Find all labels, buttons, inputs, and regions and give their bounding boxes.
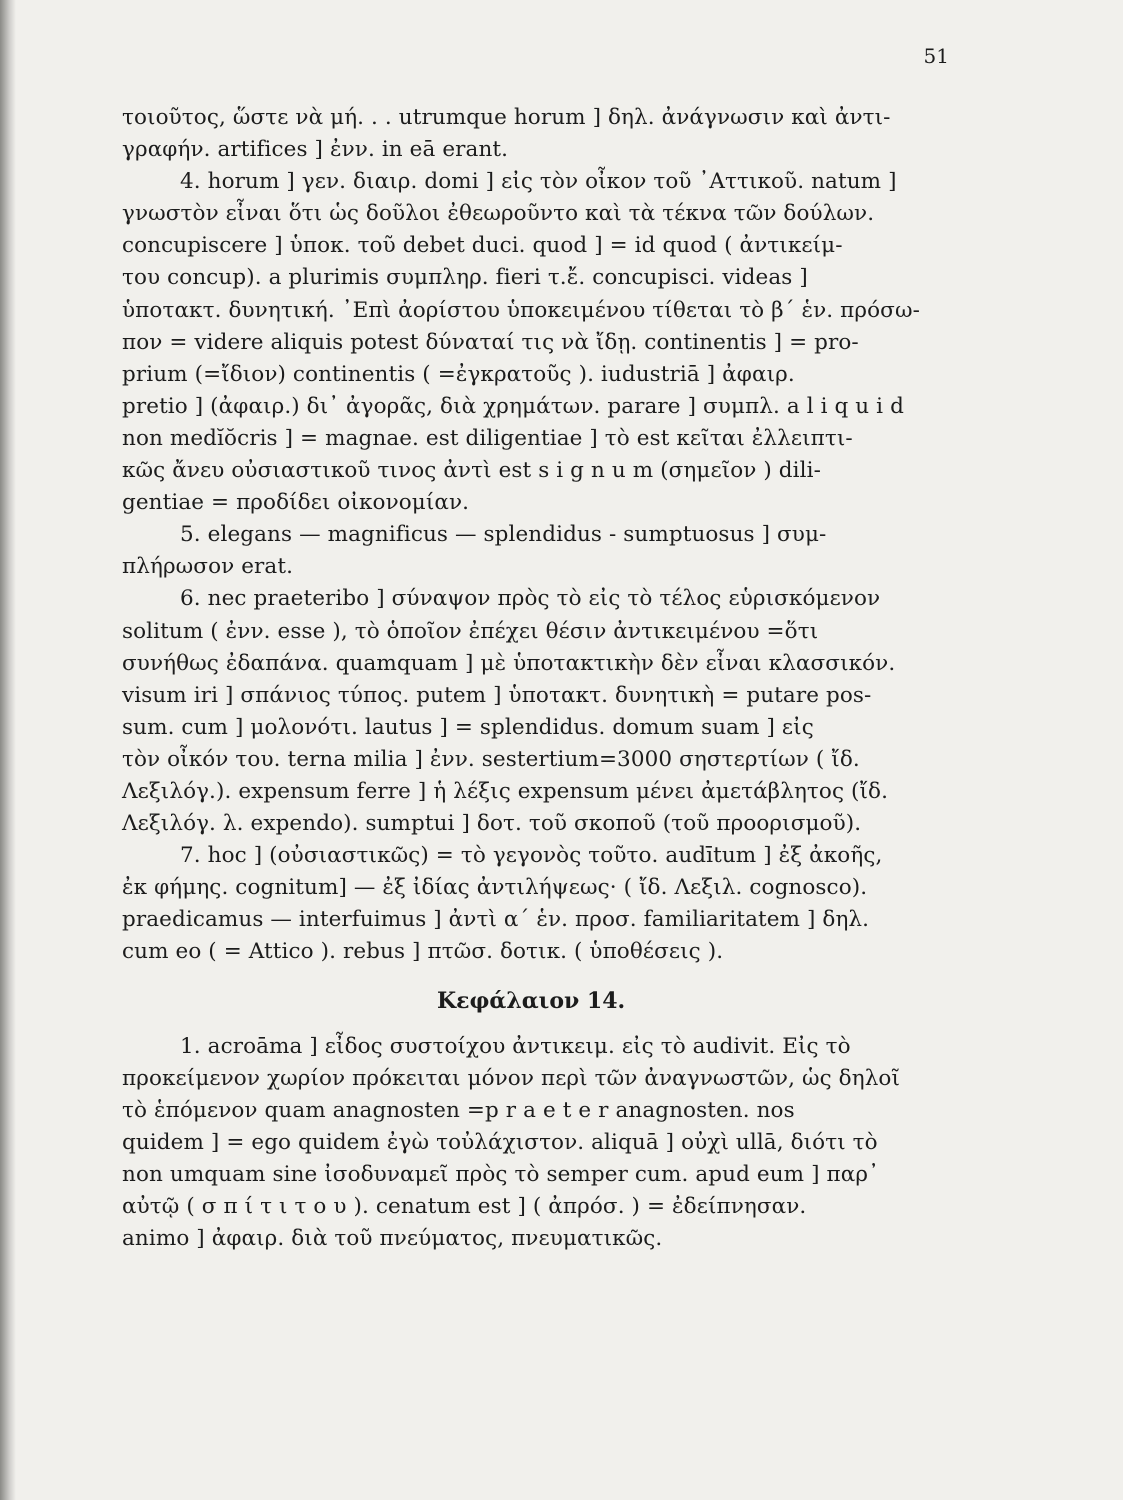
paragraph (122, 583, 954, 840)
text-line: concupiscere ] ὑποκ. τοῦ debet duci. quod ] = id quod ( ἀντικείμ- (122, 233, 843, 259)
text-line: 5. elegans — magnificus — splendidus - sumptuosus ] συμ- (180, 522, 827, 548)
paragraph (122, 1031, 954, 1256)
text-line: ἐκ φήμης. cognitum] — ἐξ ἰδίας ἀντιλήψεως· ( ἴδ. Λεξιλ. cognosco). (122, 875, 868, 901)
paragraph (122, 840, 954, 968)
text-line: πον = videre aliquis potest δύναταί τις νὰ ἴδῃ. continentis ] = pro- (122, 329, 859, 355)
page-number: 51 (923, 44, 949, 68)
text-line: Λεξιλόγ. λ. expendo). sumptui ] δοτ. τοῦ σκοποῦ (τοῦ προορισμοῦ). (122, 811, 862, 837)
text-line: non medĭŏcris ] = magnae. est diligentiae ] τὸ est κεῖται ἐλλειπτι- (122, 425, 853, 451)
text-line: gentiae = προδίδει οἰκονομίαν. (122, 490, 470, 516)
chapter-heading: Κεφάλαιον 14. (437, 987, 626, 1014)
text-line: praedicamus — interfuimus ] ἀντὶ α΄ ἑν. προσ. familiaritatem ] δηλ. (122, 907, 870, 933)
paragraph (122, 166, 954, 519)
paragraph (122, 102, 954, 166)
text-line: cum eo ( = Attico ). rebus ] πτῶσ. δοτικ. ( ὑποθέσεις ). (122, 939, 724, 965)
text-line: Λεξιλόγ.). expensum ferre ] ἡ λέξις expensum μένει ἀμετάβλητος (ἴδ. (122, 778, 889, 804)
text-line: του concup). a plurimis συμπληρ. fieri τ.ἔ. concupisci. videas ] (122, 265, 808, 291)
text-line: 1. acroāma ] εἶδος συστοίχου ἀντικειμ. εἰς τὸ audivit. Εἰς τὸ (180, 1033, 851, 1059)
text-line: συνήθως ἐδαπάνα. quamquam ] μὲ ὑποτακτικὴν δὲν εἶναι κλασσικόν. (122, 650, 896, 676)
text-line: τὸ ἑπόμενον quam anagnosten =p r a e t e r anagnosten. nos (122, 1097, 795, 1123)
text-line: 4. horum ] γεν. διαιρ. domi ] εἰς τὸν οἶκον τοῦ ᾿Αττικοῦ. natum ] (180, 169, 897, 195)
text-line: αὐτῷ ( σ π ί τ ι τ ο υ ). cenatum est ] ( ἀπρόσ. ) = ἐδείπνησαν. (122, 1194, 807, 1219)
text-line: pretio ] (ἀφαιρ.) δι᾿ ἀγορᾶς, διὰ χρημάτων. parare ] συμπλ. a l i q u i d (122, 393, 904, 419)
text-line: solitum ( ἐνν. esse ), τὸ ὁποῖον ἐπέχει θέσιν ἀντικειμένου =ὅτι (122, 618, 819, 644)
text-line: ὑποτακτ. δυνητική. ᾿Επὶ ἀορίστου ὑποκειμένου τίθεται τὸ β΄ ἑν. πρόσω- (122, 297, 920, 323)
text-line: πλήρωσον erat. (122, 554, 294, 580)
text-line: γνωστὸν εἶναι ὅτι ὡς δοῦλοι ἐθεωροῦντο καὶ τὰ τέκνα τῶν δούλων. (122, 201, 875, 227)
text-line: γραφήν. artifices ] ἐνν. in eā erant. (122, 137, 509, 163)
text-line: κῶς ἄνευ οὐσιαστικοῦ τινος ἀντὶ est s i g n u m (σημεῖον ) dili- (122, 458, 821, 484)
text-line: προκείμενον χωρίον πρόκειται μόνον περὶ τῶν ἀναγνωστῶν, ὡς δηλοῖ (122, 1065, 900, 1091)
text-line: τὸν οἶκόν του. terna milia ] ἐνν. sestertium=3000 σηστερτίων ( ἴδ. (122, 746, 860, 772)
page-edge-shadow (0, 0, 16, 1500)
text-line: animo ] ἀφαιρ. διὰ τοῦ πνεύματος, πνευματικῶς. (122, 1226, 663, 1252)
text-line: prium (=ἴδιον) continentis ( =ἐγκρατοῦς ). iudustriā ] ἀφαιρ. (122, 361, 795, 387)
text-line: non umquam sine ἰσοδυναμεῖ πρὸς τὸ semper cum. apud eum ] παρ᾿ (122, 1161, 879, 1187)
text-line: 6. nec praeteribo ] σύναψον πρὸς τὸ εἰς τὸ τέλος εὑρισκόμενον (180, 586, 881, 612)
text-line: 7. hoc ] (οὐσιαστικῶς) = τὸ γεγονὸς τοῦτο. audītum ] ἐξ ἀκοῆς, (180, 843, 883, 869)
commentary-text (122, 102, 954, 1255)
paragraph (122, 519, 954, 583)
text-line: sum. cum ] μολονότι. lautus ] = splendidus. domum suam ] εἰς (122, 714, 814, 740)
text-line: visum iri ] σπάνιος τύπος. putem ] ὑποτακτ. δυνητικὴ = putare pos- (122, 682, 872, 708)
text-line: quidem ] = ego quidem ἐγὼ τοὐλάχιστον. aliquā ] οὐχὶ ullā, διότι τὸ (122, 1129, 878, 1155)
text-line: τοιοῦτος, ὥστε νὰ μή. . . utrumque horum ] δηλ. ἀνάγνωσιν καὶ ἀντι- (122, 105, 891, 130)
